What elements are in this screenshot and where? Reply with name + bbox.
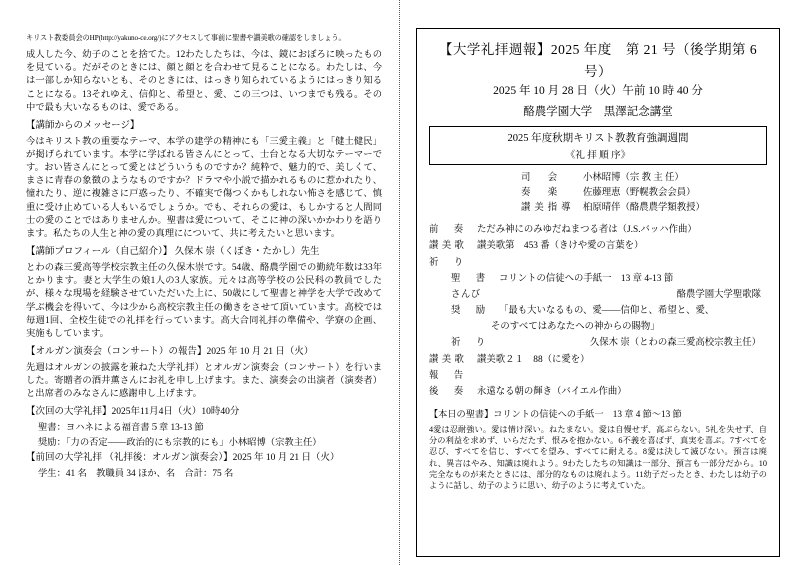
- order-item: [429, 255, 767, 271]
- concert-report-body: 先週はオルガンの披露を兼ねた大学礼拝）とオルガン演奏会（コンサート）を行いました。寄贈者の酒井薫さんにお礼を申し上げます。また、演奏会の出演者（演奏者）と出席者のみなさんに感謝申し上げます。: [26, 362, 382, 400]
- concert-report-heading: 【オルガン演奏会（コンサート）の報告】2025 年 10 月 21 日（火）: [26, 347, 314, 358]
- credit-row: [429, 201, 767, 216]
- todays-scripture-section: [429, 408, 767, 492]
- order-item-label: さんび: [451, 289, 481, 300]
- order-item: [429, 352, 767, 368]
- order-item-value: そのすべてはあなたへの神からの賜物」: [491, 322, 660, 333]
- order-item-label: 祈 り: [451, 338, 489, 349]
- credit-role: 司 会: [521, 173, 562, 184]
- website-notice: キリスト教委員会のHP(http://yakuno-ce.org/)にアクセスして事前に聖書や讃美歌の確認をしましょう。: [26, 34, 346, 42]
- order-item-value: 讃美歌第 453 番（きけや愛の言葉を）: [477, 241, 644, 252]
- previous-service-section: [26, 452, 382, 481]
- order-item: [429, 335, 767, 351]
- message-heading: 【講師からのメッセージ】: [26, 120, 140, 131]
- next-service-scripture: 聖書：ヨハネによる福音書５章 13-13 節: [38, 423, 204, 434]
- order-item: [429, 271, 767, 287]
- order-item: [429, 303, 767, 319]
- todays-scripture-text: 4愛は忍耐強い。愛は情け深い。ねたまない。愛は自慢せず、高ぶらない。5礼を失せず、自分の利益を求めず、いらだたず、恨みを抱かない。6不義を喜ばず、真実を喜ぶ。7すべてを忍び、すべてを信じ、すべてを望み、すべてに耐える。8愛は決して滅びない。預言は廃れ、異言はやみ、知識は廃れよう。9わたしたちの知識は一部分、預言も一部分だから。10完全なものが来たときには、部分的なものは廃れよう。11幼子だったとき、わたしは幼子のように話し、幼子のように思い、幼子のように考えていた。: [429, 424, 767, 491]
- credit-row: [429, 171, 767, 186]
- order-item-label: 讃 美 歌: [429, 241, 465, 252]
- credit-name: 桕原晴伴（酪農農学類教授）: [583, 202, 705, 213]
- order-item: [429, 368, 767, 384]
- message-body: 今はキリスト教の重要なテーマ、本学の建学の精神にも「三愛主義」と「健土健民」が掲げられています。本学に学ばれる皆さんにとって、士台となる大切なテーマーです。おい皆さんにとって愛とはどういうものですか？純粋で、魅力的で、美しくて、まさに青春の象徴のようなものですか？ドラマや小説で描かれるものに惹かれたり、憧れたり、逆に複雑さに戸惑ったり、不確実で傷つくかもしれない怖さを感じて、慎重に受け止めている人もいるでしょうか。でも、それらの愛は、もしかすると人間同士の愛のことではありませんか。聖書は愛について、そこに神の深いかかわりを語ります。私たちの人生と神の愛の真理にについて、共に考えたいと思います。: [26, 136, 382, 240]
- order-item-label: 聖 書: [451, 273, 489, 284]
- order-item-value: 久保木 崇（とわの森三愛高校宗教主任）: [589, 338, 761, 349]
- credit-row: [429, 186, 767, 201]
- bulletin-box: [416, 28, 780, 557]
- order-item: [429, 287, 767, 303]
- previous-service-heading: 【前回の大学礼拝 （礼拝後：オルガン演奏会）】2025 年 10 月 21 日（火）: [26, 453, 340, 464]
- order-item: [429, 238, 767, 254]
- order-item-value: 酪農学園大学聖歌隊: [676, 289, 761, 300]
- order-of-worship-list: [429, 222, 767, 400]
- profile-body: とわの森三愛高等学校宗教主任の久保木崇です。54歳、酪農学園での勤続年数は33年とかります。妻と大学生の娘1人の3人家族。元々は高等学校の公民科の教員でしたが、様々な現場を経験させていただいた上に、50歳にして聖書と神学を大学で改めて学ぶ機会を得いて、今は少から高校宗教主任の働きをさせて頂いています。高校では毎週1回、全校生徒での礼拝を行っています。高大合同礼拝の準備や、学寮の企画、実施もしています。: [26, 262, 382, 339]
- order-item-label: 後 奏: [429, 386, 467, 397]
- message-section: [26, 120, 382, 241]
- next-service-section: [26, 406, 382, 450]
- order-item-label: 前 奏: [429, 225, 467, 236]
- order-of-worship-label: 《礼 拝 順 序》: [565, 150, 631, 162]
- todays-scripture-heading: 【本日の聖書】コリントの信徒への手紙一 13 章 4 節～13 節: [429, 409, 682, 420]
- order-item-label: 報 告: [429, 370, 467, 381]
- profile-heading: 【講師プロフィール（自己紹介）】 久保木 崇（くぼき・たかし）先生: [26, 247, 320, 258]
- order-item-value: 「最も大いなるもの、愛——信仰と、希望と、愛、: [499, 306, 715, 317]
- scripture-continuation: 成人した今、幼子のことを捨てた。12わたしたちは、今は、鏡におぼろに映ったものを見ている。だがそのときには、顔と顔とを合わせて見ることになる。わたしは、今は一部しか知らないとも、そのときには、はっきり知られているようにはっきり知ることになる。13それゆえ、信仰と、希望と、愛、この三つは、いつまでも残る。その中で最も大いなるものは、愛である。: [26, 50, 382, 113]
- order-item-label: 奨 励: [451, 306, 489, 317]
- next-service-sermon: 奨励：「力の否定——政治的にも宗教的にも」小林昭博（宗教主任）: [38, 437, 322, 448]
- right-column: [400, 0, 800, 565]
- bulletin-title: 【大学礼拝週報】2025 年度 第 21 号（後学期第 6 号）: [438, 42, 758, 79]
- concert-report-section: [26, 346, 382, 401]
- credit-role: 讃美指導: [521, 202, 575, 213]
- attendance-stats: 学生：41 名 教職員 34 ほか、名 合計：75 名: [38, 468, 234, 479]
- emphasis-week-banner: [429, 126, 767, 165]
- credit-role: 奏 楽: [521, 188, 562, 198]
- order-item-value: [477, 255, 767, 271]
- order-item: [429, 384, 767, 400]
- order-item-value: 永遠なる朝の輝き（バイエル作曲）: [477, 386, 627, 397]
- order-item-value: コリントの信徒への手紙一 13 章 4-13 節: [499, 273, 674, 284]
- credit-name: 佐藤理恵（野幌教会会員）: [583, 188, 696, 198]
- order-item-label: 讃 美 歌: [429, 354, 465, 365]
- worship-credits: [429, 171, 767, 215]
- order-item: [429, 222, 767, 238]
- next-service-heading: 【次回の大学礼拝】2025年11月4日（火）10時40分: [26, 407, 240, 418]
- order-item-label: 祈 り: [429, 257, 467, 268]
- order-item-value: 讃美歌２１ 88（に愛を）: [477, 354, 590, 365]
- credit-name: 小林昭博（宗 教 主 任）: [583, 173, 684, 184]
- bulletin-datetime: 2025 年 10 月 28 日（火）午前 10 時 40 分: [493, 85, 703, 98]
- order-item-value: ただみ神にのみゆだねまつる者は（J.S.バッハ作曲）: [477, 225, 697, 236]
- profile-section: [26, 246, 382, 341]
- bulletin-venue: 酪農学園大学 黒澤記念講堂: [523, 105, 673, 118]
- order-item-value: [477, 368, 767, 384]
- order-item: [429, 319, 767, 335]
- emphasis-week-title: 2025 年度秋期キリスト教教育強調週間: [507, 133, 689, 145]
